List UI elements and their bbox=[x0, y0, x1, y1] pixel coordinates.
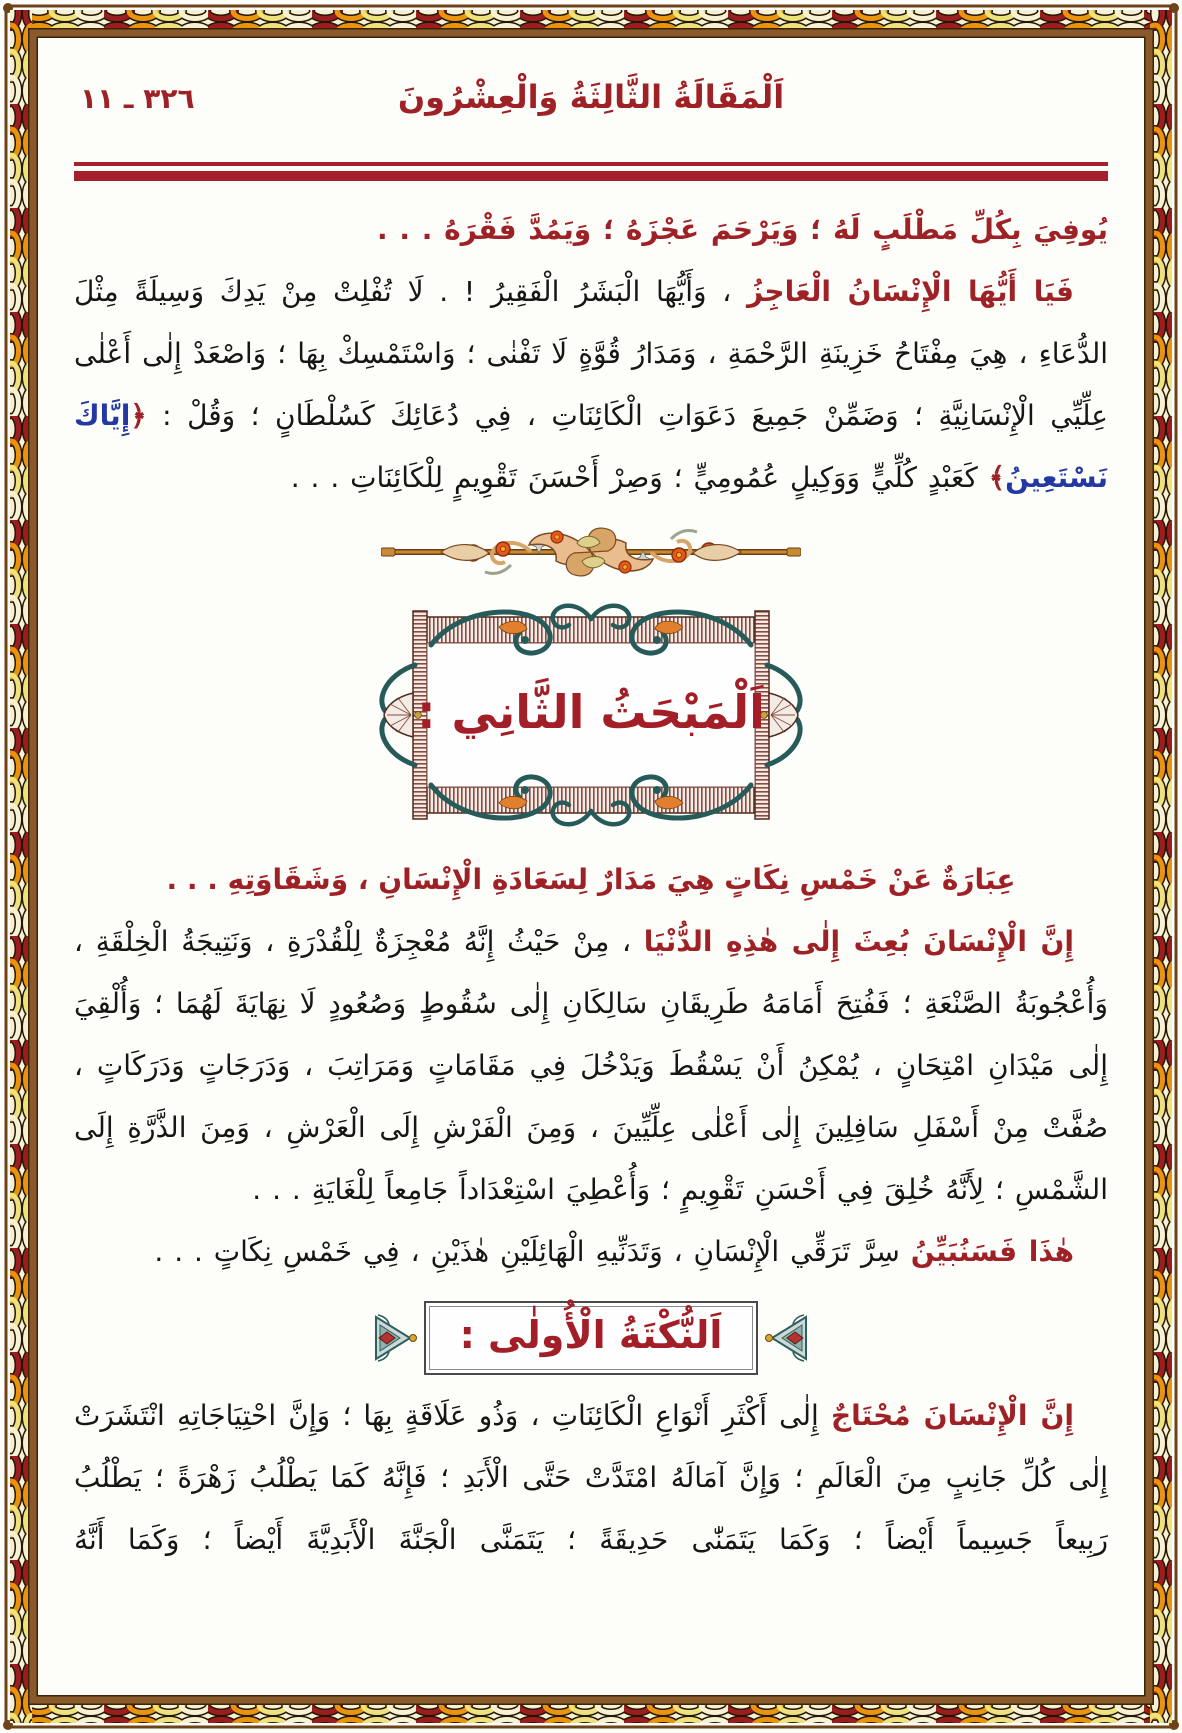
floral-divider bbox=[74, 523, 1108, 583]
text-segment: إِنَّ الْإِنْسَانَ بُعِثَ إِلٰى هٰذِهِ الدُّنْيَا bbox=[643, 925, 1075, 958]
text-segment: سِرَّ تَرَقِّي الْإِنْسَانِ ، وَتَدَنِّيهِ الْهَائِلَيْنِ هٰذَيْنِ ، فِي خَمْسِ نِكَاتٍ . . . bbox=[154, 1235, 911, 1268]
section-frame-title: اَلْمَبْحَثُ الثَّانِي : bbox=[417, 685, 765, 739]
text-segment: فَيَا أَيُّهَا الْإِنْسَانُ الْعَاجِزُ bbox=[747, 275, 1074, 308]
note-box-left-ornament bbox=[374, 1309, 420, 1367]
text-segment: ، مِنْ حَيْثُ إِنَّهُ مُعْجِزَةٌ لِلْقُدْرَةِ ، وَنَتِيجَةُ الْخِلْقَةِ ، وَأُعْجُوبَةُ الصَّنْعَةِ ؛ فَفُتِحَ أَمَامَهُ طَرِيقَانِ سَالِكَانِ إِلٰى سُقُوطٍ وَصُعُودٍ لَا نِهَايَةَ لَهُمَا ؛ وَأُلْقِيَ إِلٰى مَيْدَانِ امْتِحَانٍ ، يُمْكِنُ أَنْ يَسْقُطَ وَيَدْخُلَ فِي مَقَامَاتٍ وَمَرَاتِبَ ، وَدَرَجَاتٍ وَدَرَكَاتٍ ، صُفَّتْ مِنْ أَسْفَلِ سَافِلِينَ إِلٰى أَعْلٰى عِلِّيِّينَ ، وَمِنَ الْفَرْشِ إِلَى الْعَرْشِ ، وَمِنَ الذَّرَّةِ إِلَى الشَّمْسِ ؛ لِأَنَّهُ خُلِقَ فِي أَحْسَنِ تَقْوِيمٍ ؛ وَأُعْطِيَ اسْتِعْدَاداً جَامِعاً لِلْغَايَةِ . . . bbox=[74, 925, 1108, 1206]
paragraph-first-point bbox=[74, 1385, 1108, 1571]
note-box-right-ornament bbox=[762, 1309, 808, 1367]
header-rule-thin bbox=[74, 162, 1108, 166]
header-rule-thick bbox=[74, 171, 1108, 181]
subtitle-line: عِبَارَةٌ عَنْ خَمْسِ نِكَاتٍ هِيَ مَدَارٌ لِسَعَادَةِ الْإِنْسَانِ ، وَشَقَاوَتِهِ . . . bbox=[166, 863, 1016, 896]
text-segment: إِلٰى أَكْثَرِ أَنْوَاعِ الْكَائِنَاتِ ، وَذُو عَلَاقَةٍ بِهَا ؛ وَإِنَّ احْتِيَاجَاتِهِ انْتَشَرَتْ إِلٰى كُلِّ جَانِبٍ مِنَ الْعَالَمِ ؛ وَإِنَّ آمَالَهُ امْتَدَّتْ حَتَّى الْأَبَدِ ؛ فَإِنَّهُ كَمَا يَطْلُبُ زَهْرَةً ؛ يَطْلُبُ رَبِيعاً جَسِيماً أَيْضاً ؛ وَكَمَا يَتَمَنّٰى حَدِيقَةً ؛ يَتَمَنَّى الْجَنَّةَ الْأَبَدِيَّةَ أَيْضاً ؛ وَكَمَا أَنَّهُ bbox=[74, 1398, 1108, 1556]
paragraph-transition bbox=[74, 1221, 1108, 1283]
note-box-row bbox=[74, 1301, 1108, 1375]
page-content bbox=[44, 44, 1138, 1689]
note-box bbox=[424, 1301, 759, 1375]
section-frame bbox=[361, 599, 821, 831]
text-segment: إِنَّ الْإِنْسَانَ مُحْتَاجٌ bbox=[830, 1398, 1075, 1432]
note-box-title: اَلنُّكْتَةُ الْأُولٰى : bbox=[459, 1313, 723, 1357]
page-title: اَلْمَقَالَةُ الثَّالِثَةُ وَالْعِشْرُونَ bbox=[397, 78, 785, 116]
text-segment: ، وَأَيُّهَا الْبَشَرُ الْفَقِيرُ ! . لَا تُفْلِتْ مِنْ يَدِكَ وَسِيلَةً مِثْلَ الدُّعَاءِ ، هِيَ مِفْتَاحُ خَزِينَةِ الرَّحْمَةِ ، وَمَدَارُ قُوَّةٍ لَا تَفْنٰى ؛ وَاسْتَمْسِكْ بِهَا ؛ وَاصْعَدْ إِلٰى أَعْلٰى عِلِّيِّي الْإِنْسَانِيَّةِ ؛ وَضَمِّنْ جَمِيعَ دَعَوَاتِ الْكَائِنَاتِ ، فِي دُعَائِكَ كَسُلْطَانٍ ؛ وَقُلْ : bbox=[74, 275, 1108, 432]
text-segment: كَعَبْدٍ كُلِّيٍّ وَوَكِيلٍ عُمُومِيٍّ ؛ وَصِرْ أَحْسَنَ تَقْوِيمٍ لِلْكَائِنَاتِ . . . bbox=[290, 461, 989, 494]
floral-divider-art bbox=[381, 523, 801, 581]
opening-line bbox=[74, 199, 1108, 261]
text-segment: هٰذَا فَسَنُبَيِّنُ bbox=[910, 1235, 1074, 1268]
text-segment: ﴾ bbox=[988, 461, 1006, 494]
page-header bbox=[74, 56, 1108, 148]
text-segment: إِيَّاكَ نَسْتَعِينُ bbox=[74, 399, 1108, 494]
paragraph-dua bbox=[74, 261, 1108, 509]
text-segment: ﴿ bbox=[130, 399, 147, 432]
page-number: ٣٢٦ ـ ١١ bbox=[80, 82, 195, 115]
text-segment: يُوفِيَ بِكُلِّ مَطْلَبٍ لَهُ ؛ وَيَرْحَمَ عَجْزَهُ ؛ وَيَمُدَّ فَقْرَهُ . . . bbox=[377, 213, 1108, 246]
paragraph-creation bbox=[74, 911, 1108, 1221]
